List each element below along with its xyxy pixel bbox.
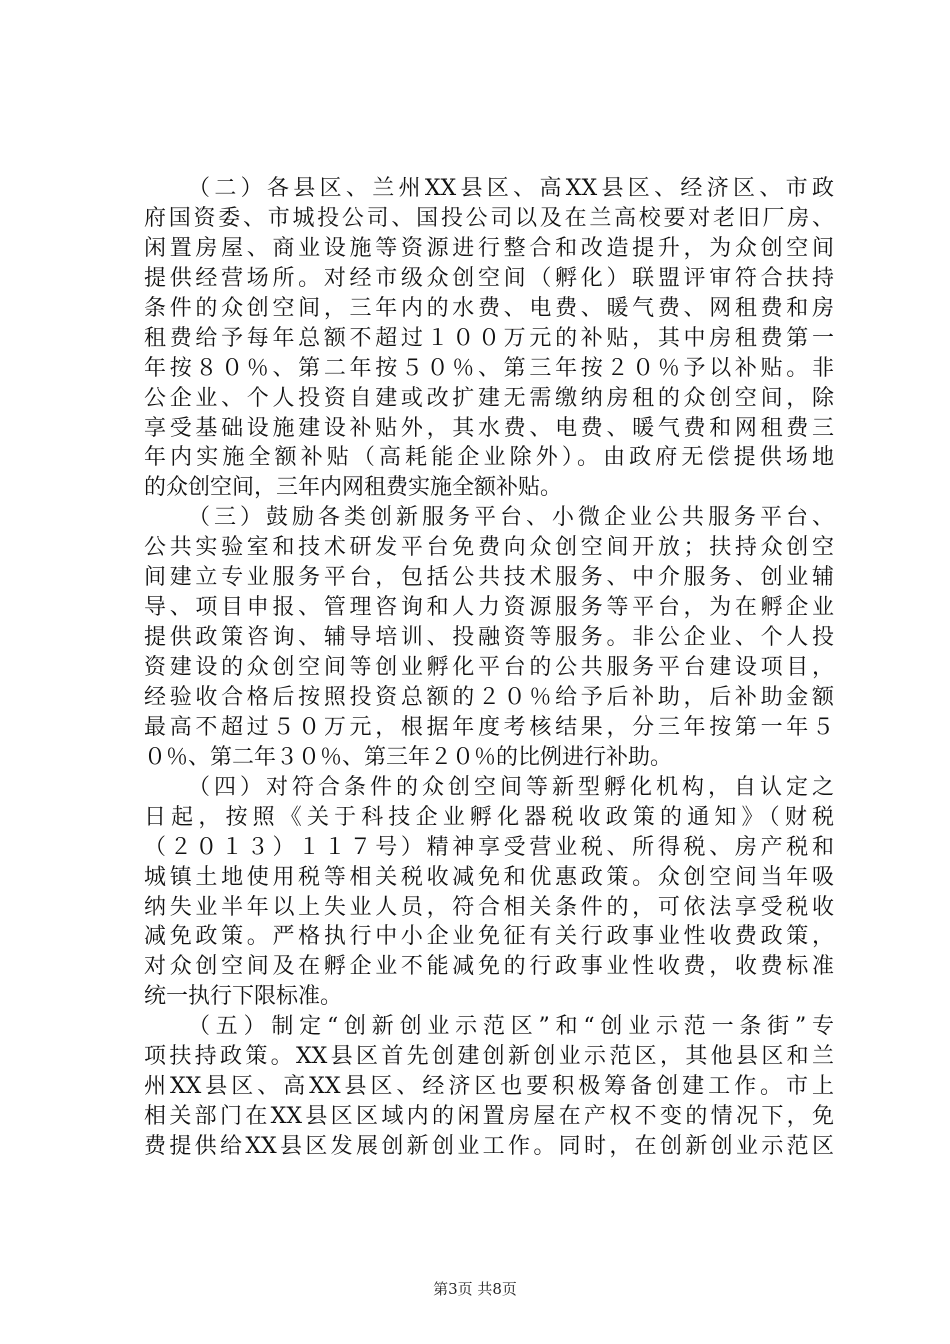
paragraph-4-line: 对众创空间及在孵企业不能减免的行政事业性收费，收费标准 (144, 954, 834, 980)
paragraph-3-line: 最高不超过５０万元，根据年度考核结果，分三年按第一年５ (144, 714, 834, 740)
paragraph-5-line: 州XX县区、高XX县区、经济区也要积极筹备创建工作。市上 (144, 1074, 834, 1100)
paragraph-4-line: 统一执行下限标准。 (144, 984, 343, 1010)
paragraph-3-line: 经验收合格后按照投资总额的２０％给予后补助，后补助金额 (144, 684, 834, 710)
paragraph-3-line: 导、项目申报、管理咨询和人力资源服务等平台，为在孵企业 (144, 595, 834, 621)
paragraph-5-line: 项扶持政策。XX县区首先创建创新创业示范区，其他县区和兰 (144, 1044, 834, 1070)
paragraph-5-line: 相关部门在XX县区区域内的闲置房屋在产权不变的情况下，免 (144, 1104, 834, 1130)
paragraph-4-line: 减免政策。严格执行中小企业免征有关行政事业性收费政策， (144, 924, 834, 950)
paragraph-2-line: 闲置房屋、商业设施等资源进行整合和改造提升，为众创空间 (144, 235, 834, 261)
paragraph-3-line: 公共实验室和技术研发平台免费向众创空间开放；扶持众创空 (144, 535, 834, 561)
paragraph-3-line: 间建立专业服务平台，包括公共技术服务、中介服务、创业辅 (144, 565, 834, 591)
document-body (144, 174, 834, 1162)
paragraph-4-line: 日起，按照《关于科技企业孵化器税收政策的通知》（财税 (144, 804, 834, 830)
paragraph-5-line: （五）制定“创新创业示范区”和“创业示范一条街”专 (188, 1014, 834, 1040)
paragraph-2-line: 公企业、个人投资自建或改扩建无需缴纳房租的众创空间，除 (144, 385, 834, 411)
page-number-footer: 第3页 共8页 (433, 1280, 517, 1298)
paragraph-2-line: 的众创空间，三年内网租费实施全额补贴。 (144, 475, 563, 501)
paragraph-3-line: ０％、第二年３０％、第三年２０％的比例进行补助。 (144, 744, 673, 770)
paragraph-4-line: 城镇土地使用税等相关税收减免和优惠政策。众创空间当年吸 (144, 864, 834, 890)
paragraph-2-line: 租费给予每年总额不超过１００万元的补贴，其中房租费第一 (144, 325, 834, 351)
paragraph-2-line: 年按８０％、第二年按５０％、第三年按２０％予以补贴。非 (144, 355, 834, 381)
paragraph-3-line: （三）鼓励各类创新服务平台、小微企业公共服务平台、 (188, 505, 834, 531)
paragraph-2-line: （二）各县区、兰州XX县区、高XX县区、经济区、市政 (188, 176, 834, 201)
paragraph-3-line: 提供政策咨询、辅导培训、投融资等服务。非公企业、个人投 (144, 625, 834, 651)
paragraph-2-line: 条件的众创空间，三年内的水费、电费、暖气费、网租费和房 (144, 295, 834, 321)
paragraph-5-line: 费提供给XX县区发展创新创业工作。同时，在创新创业示范区 (144, 1134, 834, 1159)
paragraph-4-line: 纳失业半年以上失业人员，符合相关条件的，可依法享受税收 (144, 894, 834, 920)
paragraph-2-line: 享受基础设施建设补贴外，其水费、电费、暖气费和网租费三 (144, 415, 834, 441)
paragraph-4-line: （２０１３）１１７号）精神享受营业税、所得税、房产税和 (144, 834, 834, 860)
paragraph-4-line: （四）对符合条件的众创空间等新型孵化机构，自认定之 (188, 774, 834, 800)
paragraph-2-line: 年内实施全额补贴（高耗能企业除外）。由政府无偿提供场地 (144, 445, 834, 471)
paragraph-2-line: 提供经营场所。对经市级众创空间（孵化）联盟评审符合扶持 (144, 265, 834, 291)
paragraph-2-line: 府国资委、市城投公司、国投公司以及在兰高校要对老旧厂房、 (144, 205, 834, 231)
paragraph-3-line: 资建设的众创空间等创业孵化平台的公共服务平台建设项目， (144, 655, 834, 680)
